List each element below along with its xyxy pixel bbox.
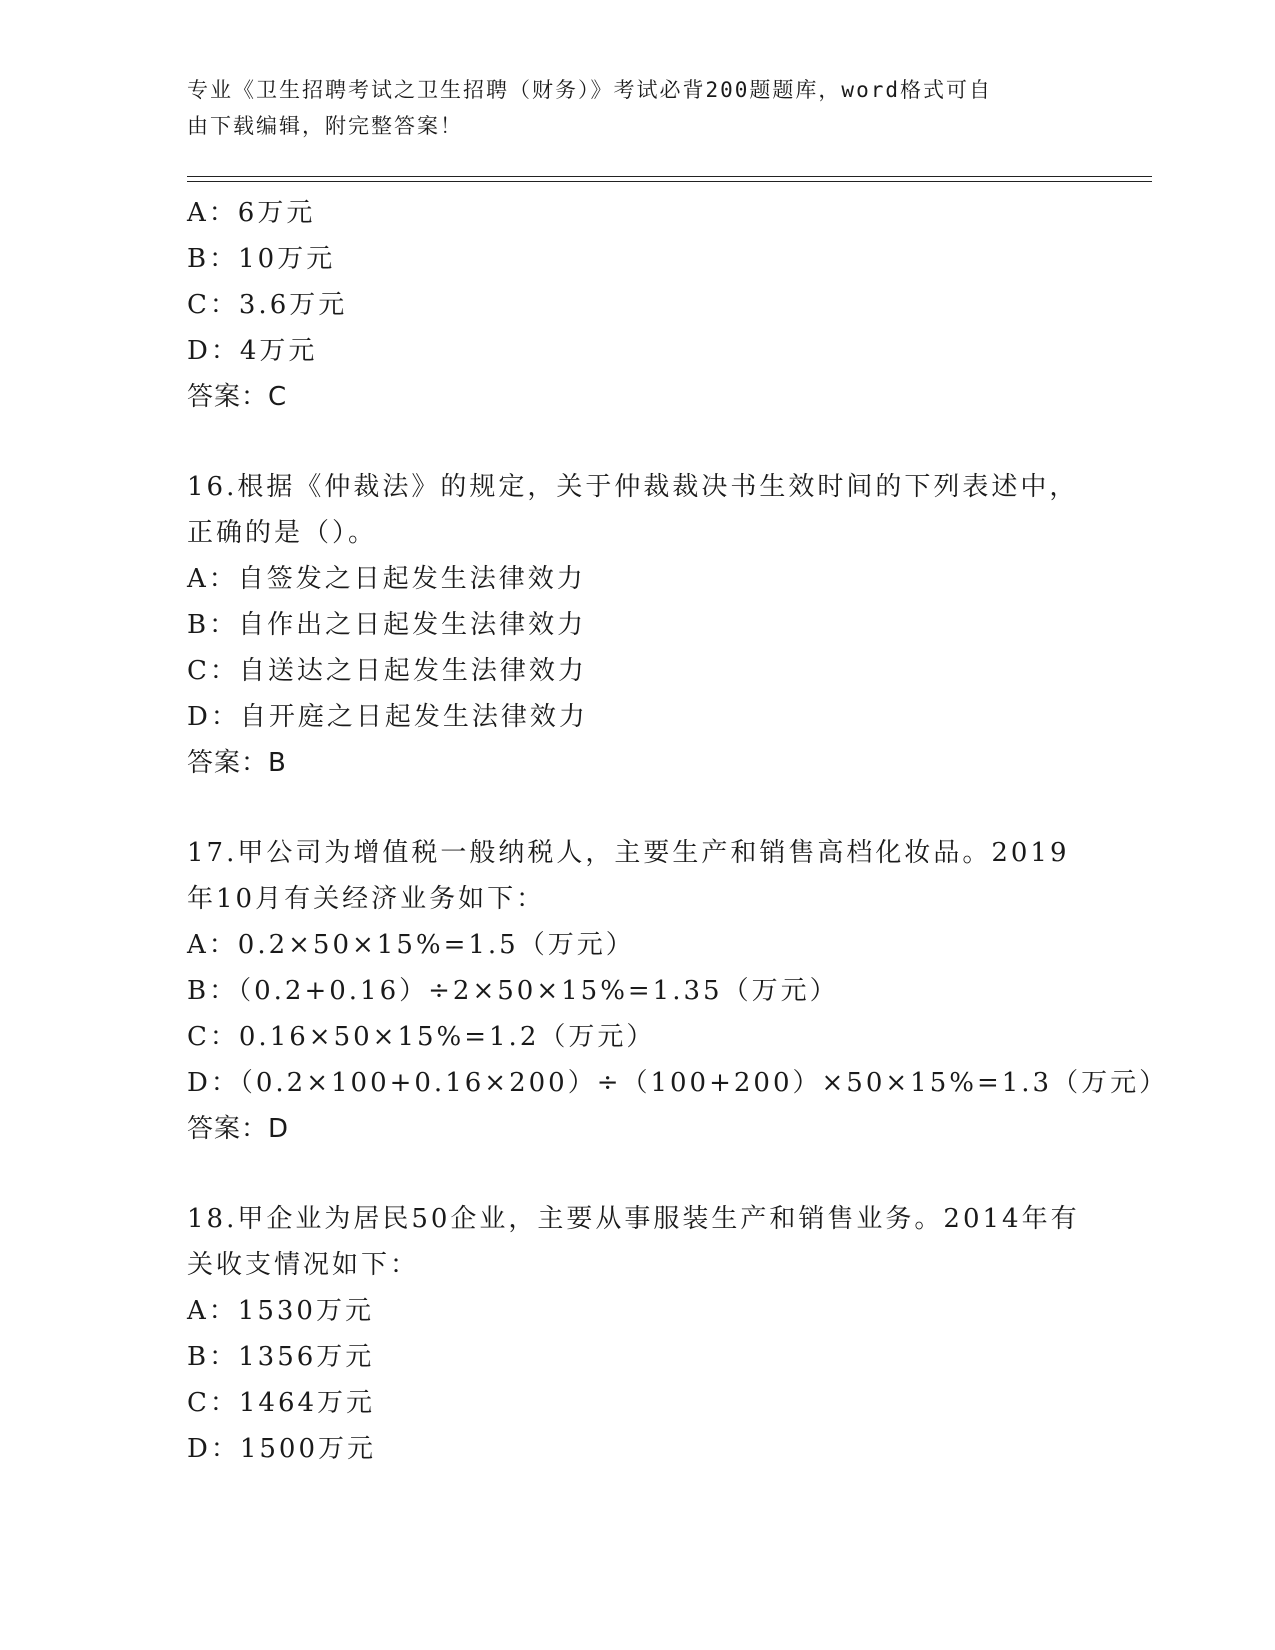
- option-b: B：10万元: [187, 244, 336, 274]
- question-stem-line-2: 正确的是（）。: [187, 518, 378, 548]
- answer: 答案：C: [187, 382, 288, 412]
- document-header: [187, 72, 1067, 144]
- spacer: [187, 786, 1147, 830]
- option-c: C：0.16×50×15%=1.2（万元）: [187, 1022, 656, 1052]
- spacer: [187, 420, 1147, 464]
- question-list: [187, 190, 1169, 1472]
- question-stem-line-2: 关收支情况如下：: [187, 1250, 420, 1280]
- header-divider-bottom: [187, 181, 1152, 182]
- option-c: C：3.6万元: [187, 290, 348, 320]
- option-c: C：自送达之日起发生法律效力: [187, 656, 587, 686]
- question-15: [187, 190, 1147, 420]
- option-d: D：（0.2×100+0.16×200）÷（100+200）×50×15%=1.3（万元）: [187, 1068, 1169, 1098]
- answer: 答案：D: [187, 1114, 290, 1144]
- option-a: A：6万元: [187, 198, 316, 228]
- spacer: [187, 1152, 1147, 1196]
- header-divider-top: [187, 176, 1152, 177]
- question-17: [187, 830, 1169, 1152]
- question-16: [187, 464, 1147, 786]
- option-d: D：1500万元: [187, 1434, 377, 1464]
- question-stem-line-1: 16.根据《仲裁法》的规定，关于仲裁裁决书生效时间的下列表述中，: [187, 472, 1079, 502]
- option-b: B：（0.2+0.16）÷2×50×15%=1.35（万元）: [187, 976, 839, 1006]
- question-stem-line-2: 年10月有关经济业务如下：: [187, 884, 546, 914]
- option-d: D：自开庭之日起发生法律效力: [187, 702, 588, 732]
- option-a: A：自签发之日起发生法律效力: [187, 564, 586, 594]
- header-line-1: 专业《卫生招聘考试之卫生招聘（财务）》考试必背200题题库，word格式可自: [187, 78, 992, 102]
- question-stem-line-1: 18.甲企业为居民50企业，主要从事服装生产和销售业务。2014年有: [187, 1204, 1080, 1234]
- option-a: A：1530万元: [187, 1296, 374, 1326]
- option-b: B：自作出之日起发生法律效力: [187, 610, 587, 640]
- question-18: [187, 1196, 1147, 1472]
- option-d: D：4万元: [187, 336, 318, 366]
- option-b: B：1356万元: [187, 1342, 375, 1372]
- answer: 答案：B: [187, 748, 287, 778]
- option-c: C：1464万元: [187, 1388, 376, 1418]
- option-a: A：0.2×50×15%=1.5（万元）: [187, 930, 635, 960]
- question-stem-line-1: 17.甲公司为增值税一般纳税人，主要生产和销售高档化妆品。2019: [187, 838, 1070, 868]
- header-line-2: 由下载编辑，附完整答案！: [187, 114, 463, 138]
